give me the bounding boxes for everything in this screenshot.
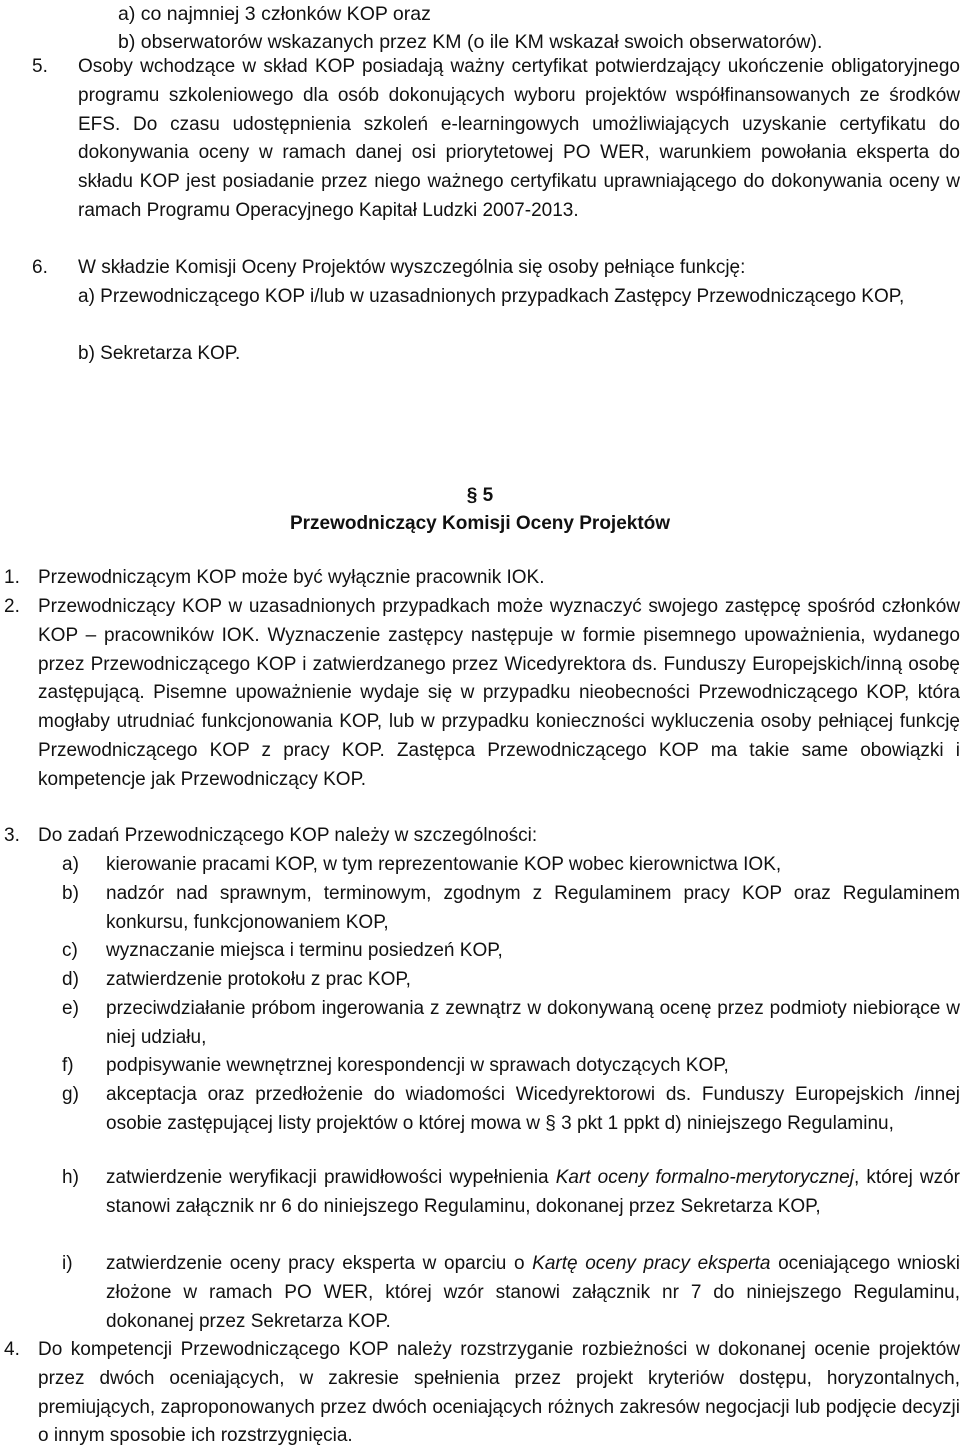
section-title: Przewodniczący Komisji Oceny Projektów [289, 513, 671, 534]
point-2-text: Przewodniczący KOP w uzasadnionych przypadkach może wyznaczyć swojego zastępcę spośród członków KOP – pracowników IOK. Wyznaczenie zastępcy następuje w formie pisemnego upoważnienia, wydanego przez Przewodniczącego KOP i zatwierdzanego przez Wicedyrektora ds. Funduszy Europejskich/inną osobę zastępującą. Pisemne upoważnienie wydaje się w przypadku nieobecności Przewodniczącego KOP, która mogłaby utrudniać funkcjonowania KOP, lub w przypadku konieczności wykluczenia osoby pełniącej funkcję Przewodniczącego KOP z pracy KOP. Zastępca Przewodniczącego KOP ma takie same obowiązki i kompetencje jak Przewodniczący KOP. [38, 596, 960, 790]
point-number-3: 3. [4, 825, 20, 846]
task-d-text: zatwierdzenie protokołu z prac KOP, [106, 969, 411, 990]
item-6-intro: W składzie Komisji Oceny Projektów wyszczególnia się osoby pełniące funkcję: [78, 257, 746, 278]
task-letter-e: e) [62, 998, 79, 1019]
list-item-a-members: a) co najmniej 3 członków KOP oraz [118, 3, 431, 25]
task-h-text [106, 1164, 960, 1222]
task-letter-a: a) [62, 854, 79, 875]
task-letter-i: i) [62, 1253, 73, 1274]
task-letter-c: c) [62, 940, 78, 961]
task-f-text: podpisywanie wewnętrznej korespondencji w sprawach dotyczących KOP, [106, 1055, 729, 1076]
task-letter-f: f) [62, 1055, 74, 1076]
item-number-5: 5. [32, 56, 48, 77]
task-h-text-end: , której wzór stanowi załącznik nr 6 do niniejszego Regulaminu, dokonanej przez Sekretarza KOP, [106, 1167, 960, 1217]
item-6-option-b: b) Sekretarza KOP. [78, 343, 241, 364]
task-letter-b: b) [62, 883, 79, 904]
task-letter-g: g) [62, 1084, 79, 1105]
point-number-4: 4. [4, 1339, 20, 1360]
task-e-text: przeciwdziałanie próbom ingerowania z zewnątrz w dokonywaną ocenę przez podmioty niebiorące w niej udziału, [106, 998, 960, 1048]
point-4-text: Do kompetencji Przewodniczącego KOP należy rozstrzyganie rozbieżności w dokonanej ocenie projektów przez dwóch oceniających, w zakresie spełnienia przez projekt kryteriów dostępu, horyzontalnych, premiujących, zaproponowanych przez dwóch oceniających różnych zakresów negocjacji lub podjęcie decyzji o innym sposobie ich rozstrzygnięcia. [38, 1339, 960, 1447]
task-i-text-end: oceniającego wnioski złożone w ramach PO WER, której wzór stanowi załącznik nr 7 do niniejszego Regulaminu, dokonanej przez Sekretarza KOP. [106, 1253, 960, 1332]
task-a-text: kierowanie pracami KOP, w tym reprezentowanie KOP wobec kierownictwa IOK, [106, 854, 782, 875]
task-c-text: wyznaczanie miejsca i terminu posiedzeń KOP, [106, 940, 503, 961]
point-3-text: Do zadań Przewodniczącego KOP należy w szczególności: [38, 825, 538, 846]
task-g-text: akceptacja oraz przedłożenie do wiadomości Wicedyrektorowi ds. Funduszy Europejskich /innej osobie zastępującej listy projektów o której mowa w § 3 pkt 1 ppkt d) niniejszego Regulaminu, [106, 1084, 960, 1134]
task-h-text-start: zatwierdzenie weryfikacji prawidłowości wypełnienia [106, 1167, 556, 1188]
list-item-b-observers: b) obserwatorów wskazanych przez KM (o ile KM wskazał swoich obserwatorów). [118, 31, 823, 53]
task-i-text-start: zatwierdzenie oceny pracy eksperta w oparciu o [106, 1253, 533, 1274]
point-number-2: 2. [4, 596, 20, 617]
item-5-text: Osoby wchodzące w skład KOP posiadają ważny certyfikat potwierdzający ukończenie obligatoryjnego programu szkoleniowego dla osób dokonujących wyboru projektów współfinansowanych ze środków EFS. Do czasu udostępnienia szkoleń e-learningowych umożliwiających uzyskanie certyfikatu do dokonywania oceny w ramach danej osi priorytetowej PO WER, warunkiem powołania eksperta do składu KOP jest posiadanie przez niego ważnego certyfikatu uprawniającego do dokonywania oceny w ramach Programu Operacyjnego Kapitał Ludzki 2007-2013. [78, 56, 960, 221]
task-b-text: nadzór nad sprawnym, terminowym, zgodnym z Regulaminem pracy KOP oraz Regulaminem konkursu, funkcjonowaniem KOP, [106, 883, 960, 933]
task-letter-d: d) [62, 969, 79, 990]
task-h-document-name: Kart oceny formalno-merytorycznej [555, 1167, 854, 1188]
item-number-6: 6. [32, 257, 48, 278]
item-6-option-a: a) Przewodniczącego KOP i/lub w uzasadnionych przypadkach Zastępcy Przewodniczącego KOP, [78, 286, 905, 307]
point-number-1: 1. [4, 567, 20, 588]
task-letter-h: h) [62, 1167, 79, 1188]
task-i-document-name: Kartę oceny pracy eksperta [532, 1253, 771, 1274]
section-number: § 5 [466, 485, 494, 506]
point-1-text: Przewodniczącym KOP może być wyłącznie pracownik IOK. [38, 567, 545, 588]
task-i-text [106, 1250, 960, 1336]
